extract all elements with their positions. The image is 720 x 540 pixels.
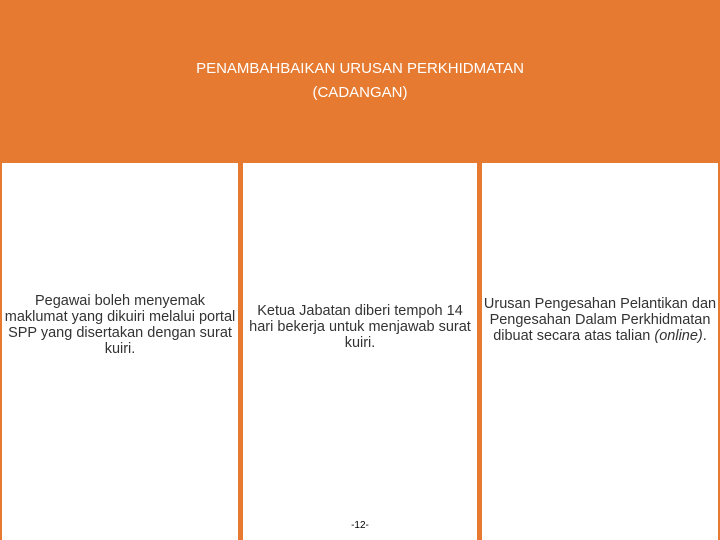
header-band xyxy=(0,0,720,160)
panel-1-text: Pegawai boleh menyemak maklumat yang dikuiri melalui portal SPP yang disertakan dengan surat kuiri. xyxy=(4,293,236,357)
title-line-1: PENAMBAHBAIKAN URUSAN PERKHIDMATAN xyxy=(196,60,524,77)
panel-3-text-main: Urusan Pengesahan Pelantikan dan Pengesahan Dalam Perkhidmatan dibuat secara atas talian xyxy=(483,296,717,344)
info-panel-3 xyxy=(482,163,718,540)
panel-3-text-end: . xyxy=(702,328,707,344)
panel-3-text xyxy=(482,296,718,344)
panel-3-text-italic: (online) xyxy=(654,328,703,344)
panel-2-text: Ketua Jabatan diberi tempoh 14 hari bekerja untuk menjawab surat kuiri. xyxy=(249,303,471,351)
info-panel-2 xyxy=(243,163,477,540)
info-panel-1 xyxy=(2,163,238,540)
slide-title xyxy=(0,57,720,105)
page-number: -12- xyxy=(351,520,369,531)
title-line-2: (CADANGAN) xyxy=(312,84,408,101)
